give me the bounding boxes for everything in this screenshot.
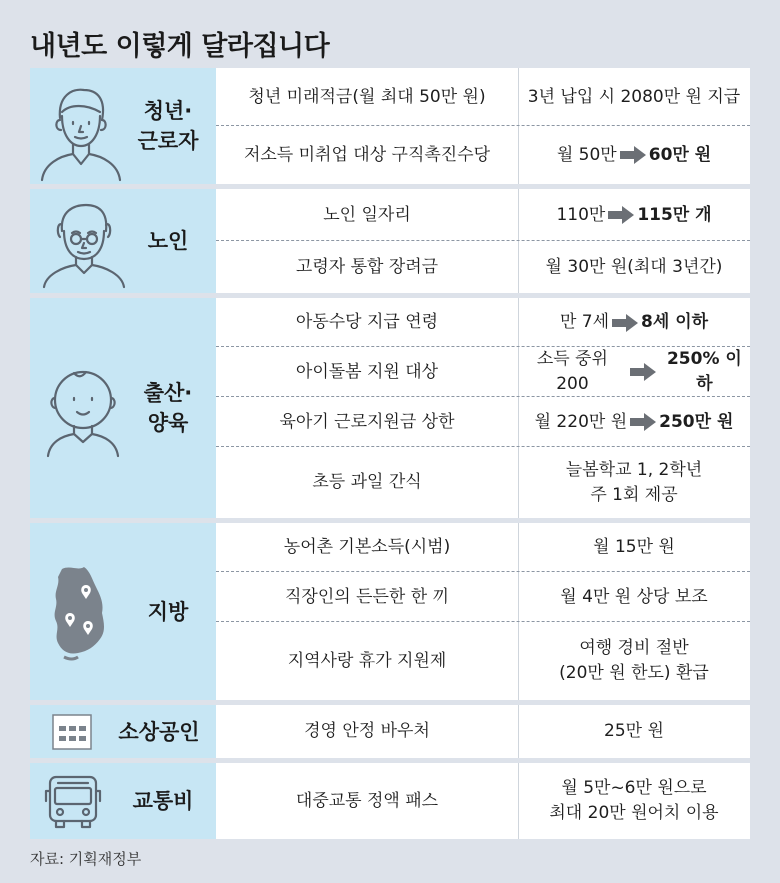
policy-value [518,189,750,241]
policy-item: 고령자 통합 장려금 [216,241,518,293]
category-cell [30,763,216,839]
column-divider [518,622,519,700]
policy-value: 월 30만 원(최대 3년간) [518,241,750,293]
policy-item: 아동수당 지급 연령 [216,298,518,347]
category-cell [30,189,216,293]
right-arrow-icon [630,413,656,431]
policy-value: 25만 원 [518,705,750,758]
policy-item: 지역사랑 휴가 지원제 [216,622,518,700]
category-label: 노인 [147,229,189,253]
table-row [216,523,750,572]
value-before: 만 7세 [559,312,610,332]
young-man-icon [36,82,124,182]
table-row [216,241,750,293]
category-cell [30,523,216,700]
category-label: 출산· 양육 [143,381,193,435]
policy-item: 초등 과일 간식 [216,447,518,518]
table-row [216,68,750,126]
policy-item: 농어촌 기본소득(시범) [216,523,518,572]
column-divider [518,126,519,184]
policy-item: 대중교통 정액 패스 [216,763,518,839]
column-divider [518,523,519,572]
policy-value: 여행 경비 절반 (20만 원 한도) 환급 [518,622,750,700]
column-divider [518,705,519,758]
right-arrow-icon [612,314,638,332]
table-row [216,397,750,447]
column-divider [518,68,519,126]
table-row [216,705,750,758]
group-rows [216,523,750,700]
group-rows [216,68,750,184]
right-arrow-icon [630,363,656,381]
category-cell [30,298,216,518]
group-rows [216,705,750,758]
value-after: 115만 개 [637,204,712,225]
category-label: 소상공인 [118,720,200,744]
value-before: 110만 [556,204,606,225]
policy-value [518,347,750,397]
policy-item: 아이돌봄 지원 대상 [216,347,518,397]
policy-value [518,397,750,447]
group-rows [216,298,750,518]
category-cell [30,705,216,758]
table-row [216,763,750,839]
policy-item: 저소득 미취업 대상 구직촉진수당 [216,126,518,184]
policy-item: 노인 일자리 [216,189,518,241]
column-divider [518,447,519,518]
value-after: 250만 원 [659,411,734,432]
infographic-title: 내년도 이렇게 달라집니다 [30,31,330,62]
category-cell [30,68,216,184]
value-after: 60만 원 [648,144,712,165]
table-row [216,189,750,241]
policy-value: 월 15만 원 [518,523,750,572]
child-icon [40,362,126,458]
category-label: 청년· 근로자 [137,99,199,153]
table-row [216,622,750,700]
source-note: 자료: 기획재정부 [30,850,142,868]
policy-value: 늘봄학교 1, 2학년 주 1회 제공 [518,447,750,518]
korea-map-icon [44,563,114,663]
policy-item: 육아기 근로지원금 상한 [216,397,518,447]
policy-value: 월 4만 원 상당 보조 [518,572,750,622]
value-after: 8세 이하 [641,312,709,332]
bus-icon [44,773,102,831]
column-divider [518,298,519,347]
store-building-icon [52,714,92,750]
group-regional [30,523,750,700]
policy-item: 직장인의 든든한 한 끼 [216,572,518,622]
column-divider [518,241,519,293]
column-divider [518,572,519,622]
group-small-business [30,705,750,758]
value-before: 월 220만 원 [534,411,628,432]
elderly-man-icon [38,197,130,289]
table-row [216,572,750,622]
category-label: 지방 [147,600,189,624]
group-elderly [30,189,750,293]
policy-value: 3년 납입 시 2080만 원 지급 [518,68,750,126]
policy-item: 청년 미래적금(월 최대 50만 원) [216,68,518,126]
column-divider [518,397,519,447]
table-row [216,447,750,518]
group-transport [30,763,750,839]
policy-table [30,68,750,839]
value-before: 월 50만 [556,144,617,165]
group-youth-workers [30,68,750,184]
column-divider [518,189,519,241]
table-row [216,126,750,184]
value-before: 소득 중위 200 [536,349,608,394]
group-childbirth-parenting [30,298,750,518]
table-row [216,298,750,347]
column-divider [518,763,519,839]
policy-value [518,298,750,347]
category-label: 교통비 [132,789,194,813]
policy-item: 경영 안정 바우처 [216,705,518,758]
value-after: 250% 이하 [666,349,742,394]
column-divider [518,347,519,397]
policy-value: 월 5만~6만 원으로 최대 20만 원어치 이용 [518,763,750,839]
policy-value [518,126,750,184]
group-rows [216,189,750,293]
table-row [216,347,750,397]
right-arrow-icon [620,146,646,164]
right-arrow-icon [608,206,634,224]
group-rows [216,763,750,839]
